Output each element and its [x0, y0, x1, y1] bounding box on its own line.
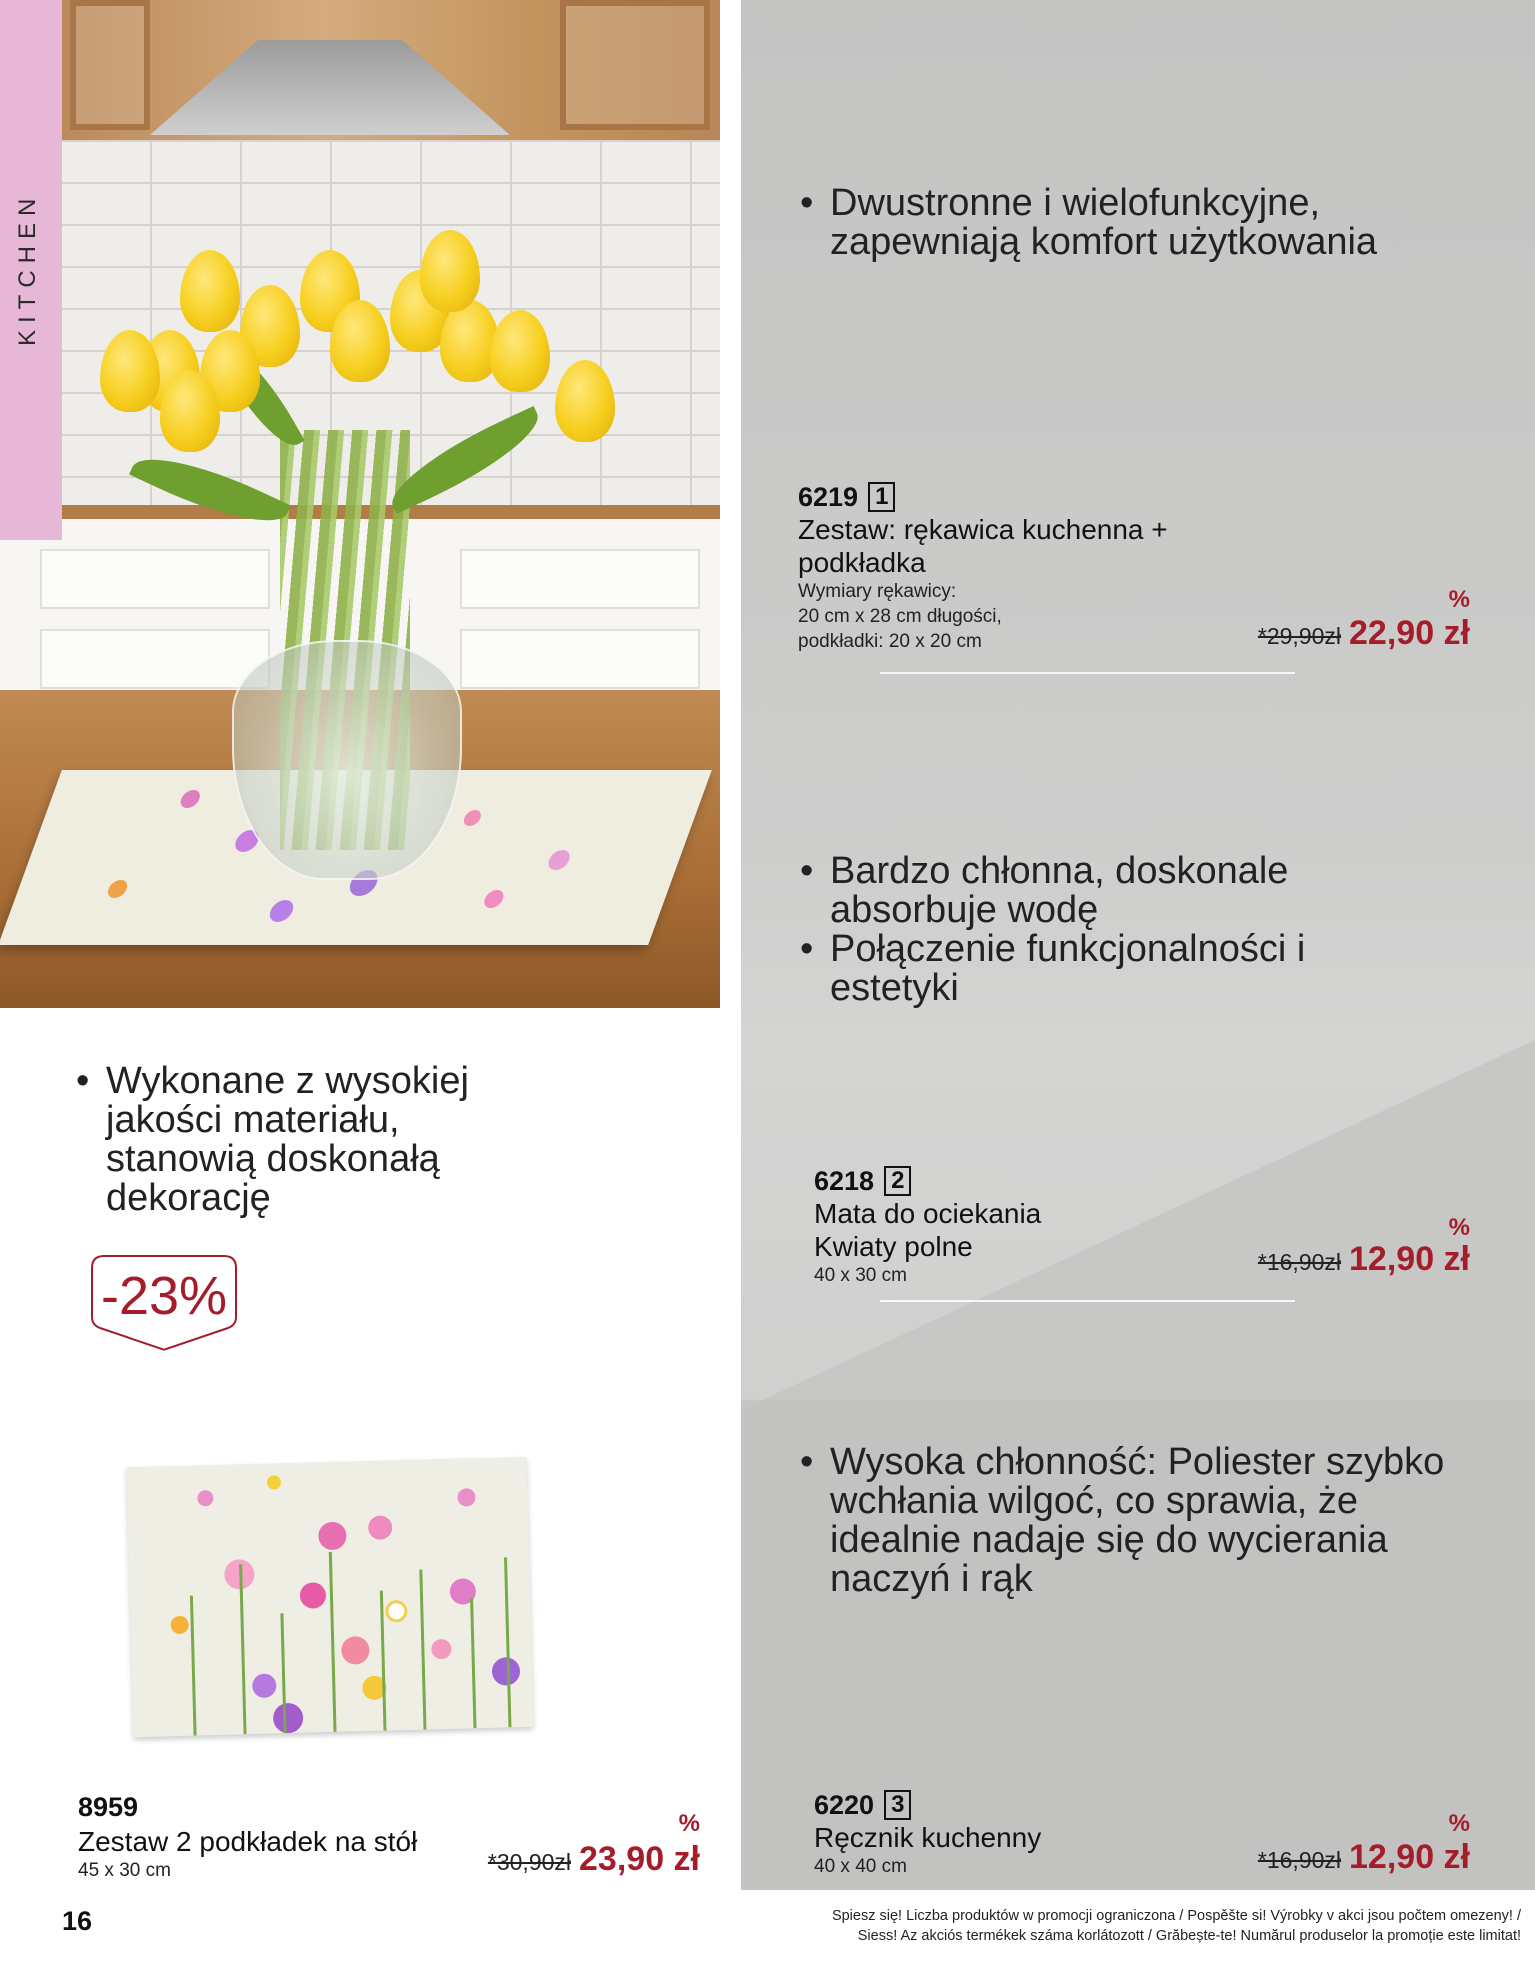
glass-vase — [232, 640, 462, 880]
percent-sign: % — [678, 1810, 700, 1837]
product-number: 1 — [868, 482, 895, 512]
product-code: 6218 — [814, 1166, 875, 1196]
footer-disclaimer-line: Spiesz się! Liczba produktów w promocji ograniczona / Pospěšte si! Výrobky v akci jsou počtem omezeny! / — [831, 1908, 1521, 1924]
cabinet-door — [560, 0, 710, 130]
product-name: Zestaw 2 podkładek na stół — [78, 1826, 418, 1857]
feature-bullet: • Bardzo chłonna, doskonale absorbuje wodę — [800, 852, 1440, 930]
product-code: 8959 — [78, 1792, 139, 1822]
category-tab-label: KITCHEN — [14, 191, 41, 346]
product-name-line: Ręcznik kuchenny — [814, 1822, 1042, 1853]
drawer — [40, 549, 270, 609]
new-price: 12,90 zł — [1349, 1838, 1470, 1876]
product-dimensions: 45 x 30 cm — [78, 1860, 171, 1881]
product-price — [1150, 1838, 1470, 1877]
feature-bullet: • Wykonane z wysokiej jakości materiału, stanowią doskonałą dekorację — [76, 1062, 476, 1218]
category-tab — [0, 0, 62, 540]
drawer — [460, 629, 700, 689]
product-number: 2 — [884, 1166, 911, 1196]
footer-disclaimer — [741, 1906, 1521, 1946]
kitchen-photo — [0, 0, 720, 1008]
feature-bullet: • Dwustronne i wielofunkcyjne, zapewniają komfort użytkowania — [800, 184, 1420, 262]
feature-bullet: • Wysoka chłonność: Poliester szybko wchłania wilgoć, co sprawia, że idealnie nadaje się do wycierania naczyń i rąk — [800, 1443, 1480, 1599]
old-price: *16,90zł — [1257, 1847, 1342, 1873]
old-price: *16,90zł — [1257, 1249, 1342, 1275]
footer-disclaimer-line: Siess! Az akciós termékek száma korlátozott / Grăbește-te! Numărul produselor la promoție este limitat! — [857, 1928, 1521, 1944]
new-price: 23,90 zł — [579, 1840, 700, 1878]
discount-percent: -23% — [100, 1266, 228, 1326]
product-dimensions-line: 40 x 40 cm — [814, 1856, 907, 1877]
drawer — [40, 629, 270, 689]
product-name-line: Mata do ociekania — [814, 1198, 1042, 1229]
product-code-row — [814, 1790, 1214, 1821]
top-feature-list — [800, 184, 1420, 262]
new-price: 22,90 zł — [1349, 614, 1470, 652]
product-price — [1150, 1240, 1470, 1279]
product-dimensions-line: 40 x 30 cm — [814, 1265, 907, 1286]
old-price: *30,90zł — [487, 1849, 572, 1875]
product-name-line: Kwiaty polne — [814, 1231, 973, 1262]
cabinet-door — [70, 0, 150, 130]
left-feature-list — [76, 1062, 476, 1218]
product-code-row — [798, 482, 1218, 513]
product-price — [1150, 614, 1470, 653]
feature-bullet: • Połączenie funkcjonalności i estetyki — [800, 930, 1440, 1008]
product-number: 3 — [884, 1790, 911, 1820]
product-dimensions-line: Wymiary rękawicy: — [798, 581, 957, 602]
percent-sign: % — [1448, 1810, 1470, 1837]
new-price: 12,90 zł — [1349, 1240, 1470, 1278]
product-price — [460, 1840, 700, 1879]
product-code: 6219 — [798, 482, 859, 512]
product-dimensions-line: podkładki: 20 x 20 cm — [798, 631, 982, 652]
bottom-feature-list — [800, 1443, 1480, 1599]
product-name-line: podkładka — [798, 547, 926, 578]
product-code: 6220 — [814, 1790, 875, 1820]
drawer — [460, 549, 700, 609]
product-name-line: Zestaw: rękawica kuchenna + — [798, 514, 1168, 545]
placemat-product-image — [127, 1457, 534, 1737]
product-code-row — [814, 1166, 1214, 1197]
page-number: 16 — [62, 1906, 93, 1936]
separator-line — [880, 672, 1295, 674]
column-divider — [720, 0, 741, 1890]
old-price: *29,90zł — [1257, 623, 1342, 649]
discount-badge — [90, 1255, 238, 1351]
product-dimensions-line: 20 cm x 28 cm długości, — [798, 606, 1002, 627]
percent-sign: % — [1448, 586, 1470, 613]
middle-feature-list — [800, 852, 1440, 1008]
product-8959 — [78, 1792, 478, 1883]
percent-sign: % — [1448, 1214, 1470, 1241]
separator-line — [880, 1300, 1295, 1302]
